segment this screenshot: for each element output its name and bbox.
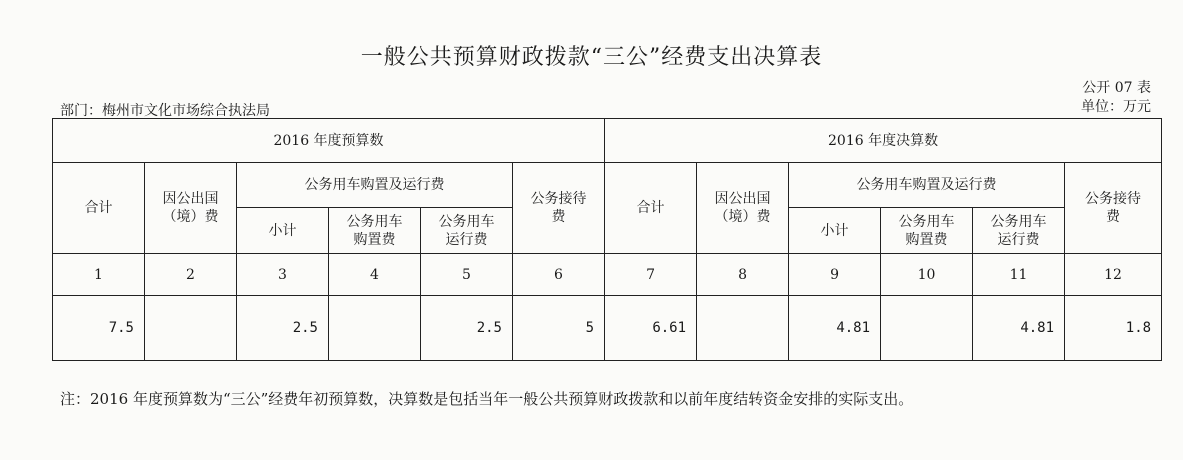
budget-abroad-header: 因公出国 （境）费 xyxy=(145,163,237,254)
column-number-row xyxy=(53,254,1162,296)
column-number: 4 xyxy=(329,254,421,296)
column-number: 8 xyxy=(697,254,789,296)
final-subtotal-header: 小计 xyxy=(789,208,881,254)
budget-purchase-header: 公务用车 购置费 xyxy=(329,208,421,254)
budget-vehicle-header: 公务用车购置及运行费 xyxy=(237,163,513,208)
budget-group-header: 2016 年度预算数 xyxy=(53,119,605,163)
column-number: 11 xyxy=(973,254,1065,296)
expenditure-table xyxy=(52,118,1162,361)
final-purchase-value xyxy=(881,296,973,361)
final-reception-value: 1.8 xyxy=(1065,296,1162,361)
unit-label: 单位：万元 xyxy=(1081,99,1151,115)
budget-operation-header: 公务用车 运行费 xyxy=(421,208,513,254)
final-group-header: 2016 年度决算数 xyxy=(605,119,1162,163)
column-number: 9 xyxy=(789,254,881,296)
final-purchase-header: 公务用车 购置费 xyxy=(881,208,973,254)
column-number: 3 xyxy=(237,254,329,296)
value-row xyxy=(53,296,1162,361)
final-reception-header: 公务接待 费 xyxy=(1065,163,1162,254)
budget-subtotal-value: 2.5 xyxy=(237,296,329,361)
budget-total-header: 合计 xyxy=(53,163,145,254)
column-number: 2 xyxy=(145,254,237,296)
budget-reception-header: 公务接待 费 xyxy=(513,163,605,254)
column-number: 7 xyxy=(605,254,697,296)
department-label: 部门：梅州市文化市场综合执法局 xyxy=(60,103,270,119)
form-number: 公开 07 表 xyxy=(1082,80,1151,96)
footnote: 注：2016 年度预算数为“三公”经费年初预算数，决算数是包括当年一般公共预算财政拨款和以前年度结转资金安排的实际支出。 xyxy=(60,390,914,408)
budget-purchase-value xyxy=(329,296,421,361)
column-number: 12 xyxy=(1065,254,1162,296)
page-title: 一般公共预算财政拨款“三公”经费支出决算表 xyxy=(360,45,823,70)
final-subtotal-value: 4.81 xyxy=(789,296,881,361)
column-number: 1 xyxy=(53,254,145,296)
final-total-value: 6.61 xyxy=(605,296,697,361)
final-operation-header: 公务用车 运行费 xyxy=(973,208,1065,254)
final-abroad-value xyxy=(697,296,789,361)
column-number: 6 xyxy=(513,254,605,296)
budget-subtotal-header: 小计 xyxy=(237,208,329,254)
budget-reception-value: 5 xyxy=(513,296,605,361)
budget-abroad-value xyxy=(145,296,237,361)
final-abroad-header: 因公出国 （境）费 xyxy=(697,163,789,254)
budget-total-value: 7.5 xyxy=(53,296,145,361)
final-total-header: 合计 xyxy=(605,163,697,254)
column-number: 5 xyxy=(421,254,513,296)
final-vehicle-header: 公务用车购置及运行费 xyxy=(789,163,1065,208)
final-operation-value: 4.81 xyxy=(973,296,1065,361)
column-number: 10 xyxy=(881,254,973,296)
budget-operation-value: 2.5 xyxy=(421,296,513,361)
